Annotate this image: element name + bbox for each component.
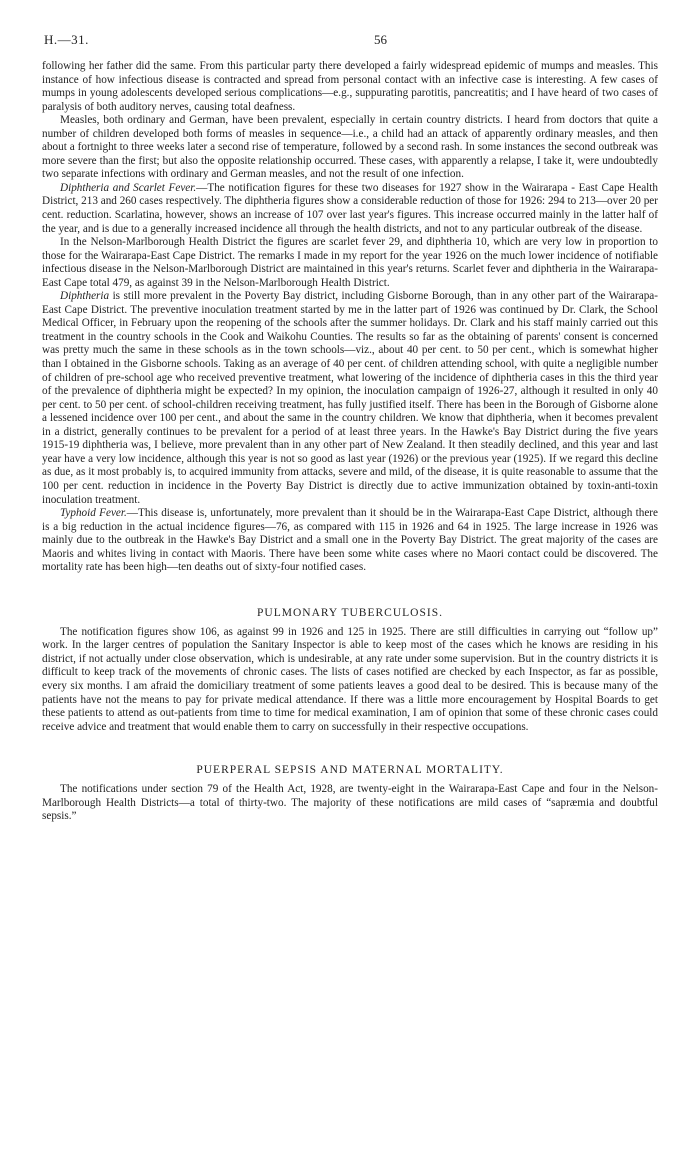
paragraph: The notifications under section 79 of the Health Act, 1928, are twenty-eight in the Wairarapa-East Cape and four in the Nelson-Marlborough Health Districts—a total of thirty-two. The majority of these notifications are mild cases of “sapræmia and doubtful sepsis.”: [42, 783, 658, 823]
paragraph: [42, 236, 658, 290]
paragraph-text: In the Nelson-Marlborough Health District the figures are scarlet fever 29, and diphtheria 10, which are very low in proportion to those for the Wairarapa-East Cape District. The remarks I made in my report for the year 1926 on the much lower incidence of notifiable infectious disease in the Nelson-Marlborough District are maintained in this year's returns. Scarlet fever and diphtheria in the Wairarapa-East Cape total 479, as against 39 in the Nelson-Marlborough Health District.: [42, 236, 658, 289]
page-header: [42, 28, 658, 54]
paragraph-lead: Diphtheria: [60, 290, 110, 303]
document-reference: H.—31.: [44, 32, 89, 47]
paragraph: [42, 60, 658, 114]
paragraph-text: following her father did the same. From this particular party there developed a fairly widespread epidemic of mumps and measles. This instance of how infectious disease is contracted and spread from personal contact with an infective case is interesting. A few cases of mumps in young adolescents developed serious complications—e.g., suppurating parotitis, pancreatitis; and I have heard of two cases of paralysis of both auditory nerves, causing total deafness.: [42, 60, 658, 113]
paragraph-text: is still more prevalent in the Poverty Bay district, including Gisborne Borough, than in any other part of the Wairarapa-East Cape District. The preventive inoculation treatment started by me in the latter part of 1926 was continued by Dr. Clark, the School Medical Officer, in February upon the reopening of the schools after the summer holidays. Dr. Clark and his staff mainly carried out this treatment in the country schools in the Cook and Waikohu Counties. The results so far as the obtaining of parents' consent is concerned was pretty much the same in these schools as in the town schools—viz., about 40 per cent. to 50 per cent., which is somewhat higher than I obtained in the Gisborne schools. Taking as an average of 40 per cent. of children attending school, with quite a negligible number of children of pre-school age who received preventive treatment, what lowering of the incidence of diphtheria cases in this the third year of the prevalence of diphtheria might be expected? In my opinion, the inoculation campaign of 1926-27, although it resulted in only 40 per cent. to 50 per cent. of school-children receiving treatment, has fully justified itself. There has been in the Borough of Gisborne alone a lessened incidence over 100 per cent., and about the same in the country children. We know that diphtheria, when it becomes prevalent in a district, generally continues to be prevalent for a period of at least three years. In the Hawke's Bay District during the five years 1915-19 diphtheria was, I believe, more prevalent than in any other part of New Zealand. It then steadily declined, and this year and last year have a very low incidence, although this year is not so good as last year (1926) or the previous year (1925). If we regard this decline as due, as it most probably is, to acquired immunity from attacks, severe and mild, of the disease, it is quite reasonable to assume that the 100 per cent. reduction in incidence in the Poverty Bay District is directly due to active immunization obtained by toxin-anti-toxin inoculation treatment.: [42, 290, 658, 506]
paragraph: [42, 182, 658, 236]
section-heading-puerperal-sepsis: PUERPERAL SEPSIS AND MATERNAL MORTALITY.: [196, 764, 504, 777]
paragraph: [42, 290, 658, 507]
paragraph-text: Measles, both ordinary and German, have been prevalent, especially in certain country districts. I heard from doctors that quite a number of children developed both forms of measles in sequence—i.e., a child had an attack of apparently ordinary measles, and then about a fortnight to three weeks later a second rise of temperature, followed by a second rash. In some instances the second outbreak was more severe than the first; but also the opposite relationship occurred. These cases, with apparently a relapse, I take it, were undoubtedly two separate infections with ordinary and German measles, and not the result of one infection.: [42, 114, 658, 181]
paragraph-lead: Typhoid Fever.: [60, 507, 127, 520]
paragraph-text: —The notification figures for these two diseases for 1927 show in the Wairarapa - East Cape Health District, 213 and 260 cases respectively. The diphtheria figures show a considerable reduction of those for 1926: 294 to 213—over 20 per cent. reduction. Scarlatina, however, shows an increase of 107 over last year's figures. This increase occurred mainly in the latter half of the year, and is due to a generally increased incidence all through the health districts, and not to any particular outbreak of the disease.: [42, 181, 658, 235]
paragraph: The notification figures show 106, as against 99 in 1926 and 125 in 1925. There are still difficulties in carrying out “follow up” work. In the larger centres of population the Sanitary Inspector is able to keep most of the cases which he knows are residing in his district, if not actually under close observation, which is undesirable, at any rate under some supervision. But in the country districts it is difficult to keep track of the movements of chronic cases. The lists of cases notified are checked by each Inspector, as far as possible, every six months. I am afraid the domiciliary treatment of some patients leaves a good deal to be desired. This is because many of the patients have not the means to pay for private medical attendance. If there was a little more encouragement by Hospital Boards to get these patients to attend as out-patients from time to time for medical examination, I am of opinion that some of these chronic cases could receive advice and treatment that would enable them to carry on successfully in their respective occupations.: [42, 625, 658, 733]
paragraph: [42, 114, 658, 182]
body-text: [42, 60, 658, 824]
paragraph-lead: Diphtheria and Scarlet Fever.: [60, 181, 197, 194]
section-heading-pulmonary-tuberculosis: PULMONARY TUBERCULOSIS.: [257, 606, 443, 619]
paragraph-text: —This disease is, unfortunately, more prevalent than it should be in the Wairarapa-East Cape District, although there is a big reduction in the actual incidence figures—76, as compared with 115 in 1926 and 64 in 1925. The large increase in 1926 was mainly due to the outbreak in the Hawke's Bay District and a small one in the Poverty Bay District. The great majority of the cases are Maoris and whites living in contact with Maoris. There have been some white cases where no Maori contact could be discovered. The mortality rate has been high—ten deaths out of sixty-four notified cases.: [42, 507, 658, 574]
paragraph: [42, 507, 658, 575]
page-number: 56: [374, 32, 387, 47]
